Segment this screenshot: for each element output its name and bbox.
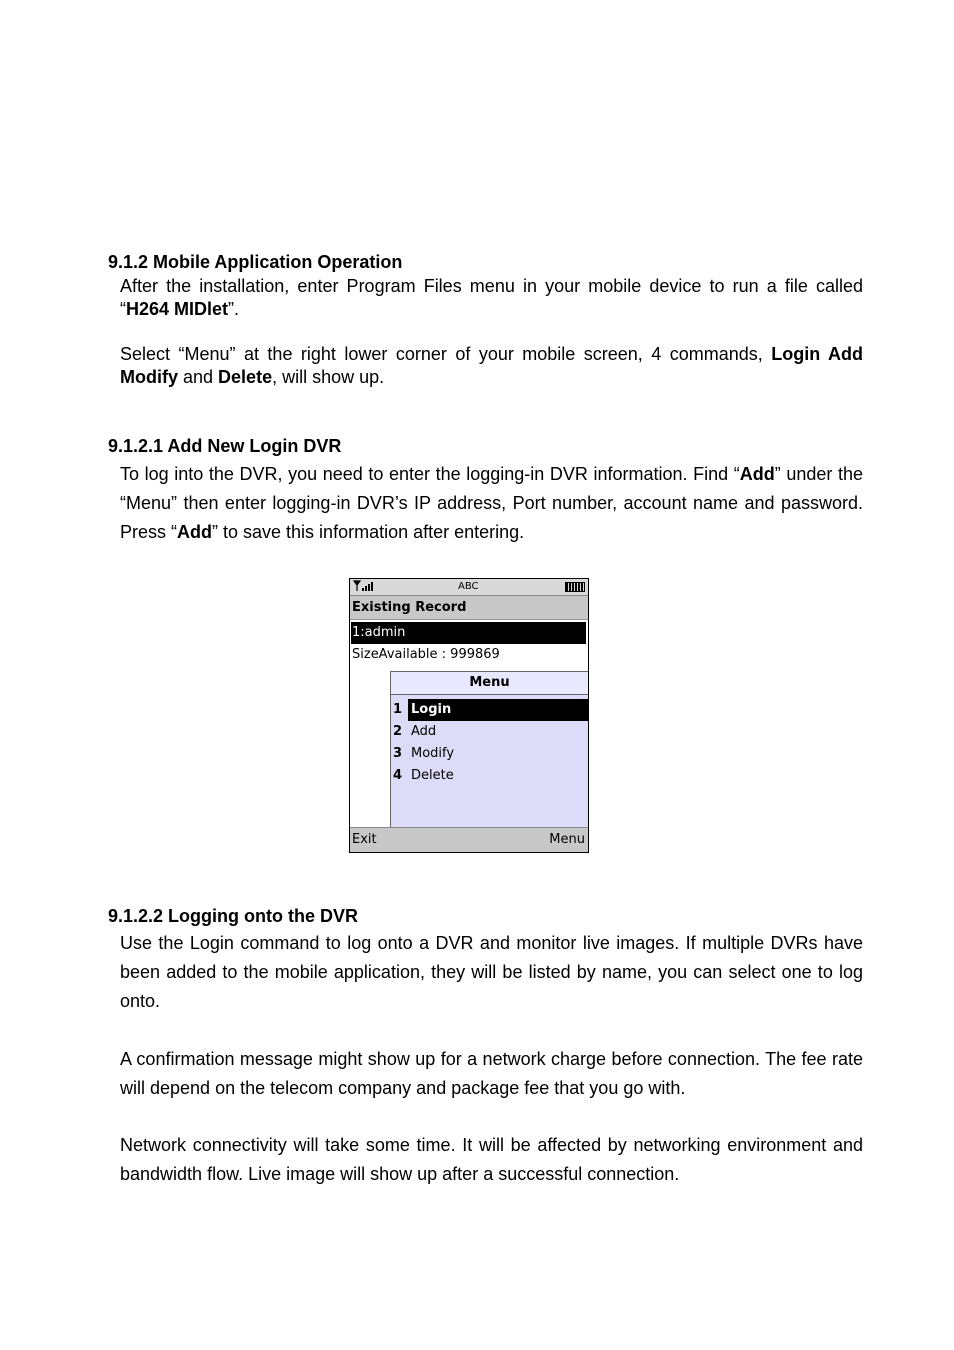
paragraph-installation: After the installation, enter Program Files menu in your mobile device to run a file called “H264 MIDlet”. (120, 276, 863, 319)
section-heading-9-1-2-2: 9.1.2.2 Logging onto the DVR (108, 906, 359, 926)
menu-item-modify[interactable]: 3 Modify (393, 746, 455, 761)
paragraph-confirmation: A confirmation message might show up for a network charge before connection. The fee rate will depend on the telecom company and package fee that you go with. (120, 1049, 863, 1098)
menu-item-add[interactable]: 2 Add (393, 724, 437, 739)
record-item-selected[interactable]: 1:admin (351, 622, 586, 644)
screen-title: Existing Record (350, 596, 588, 620)
status-bar (350, 579, 588, 596)
menu-softkey[interactable]: Menu (549, 832, 585, 847)
paragraph-select-menu: Select “Menu” at the right lower corner of your mobile screen, 4 commands, Login Add Modify and Delete, will show up. (120, 344, 863, 387)
paragraph-login-command: Use the Login command to log onto a DVR and monitor live images. If multiple DVRs have been added to the mobile application, they will be listed by name, you can select one to log onto. (120, 933, 863, 1011)
menu-item-login[interactable]: 1 Login (391, 699, 588, 721)
battery-icon (565, 582, 585, 592)
phone-screenshot (349, 578, 589, 853)
section-heading-9-1-2: 9.1.2 Mobile Application Operation (108, 252, 403, 272)
size-available: SizeAvailable : 999869 (352, 647, 500, 662)
menu-title: Menu (391, 672, 588, 695)
menu-item-delete[interactable]: 4 Delete (393, 768, 454, 783)
exit-softkey[interactable]: Exit (352, 832, 377, 847)
input-mode-indicator: ABC (458, 581, 479, 592)
paragraph-connectivity: Network connectivity will take some time. It will be affected by networking environment and bandwidth flow. Live image will show up after a successful connection. (120, 1135, 863, 1184)
section-heading-9-1-2-1: 9.1.2.1 Add New Login DVR (108, 436, 342, 456)
paragraph-add-login: To log into the DVR, you need to enter the logging-in DVR information. Find “Add” under the “Menu” then enter logging-in DVR’s IP address, Port number, account name and password. Press “Add” to save this information after entering. (120, 464, 863, 542)
signal-icon (353, 580, 379, 595)
softkey-bar (350, 827, 588, 852)
popup-menu (390, 671, 588, 828)
